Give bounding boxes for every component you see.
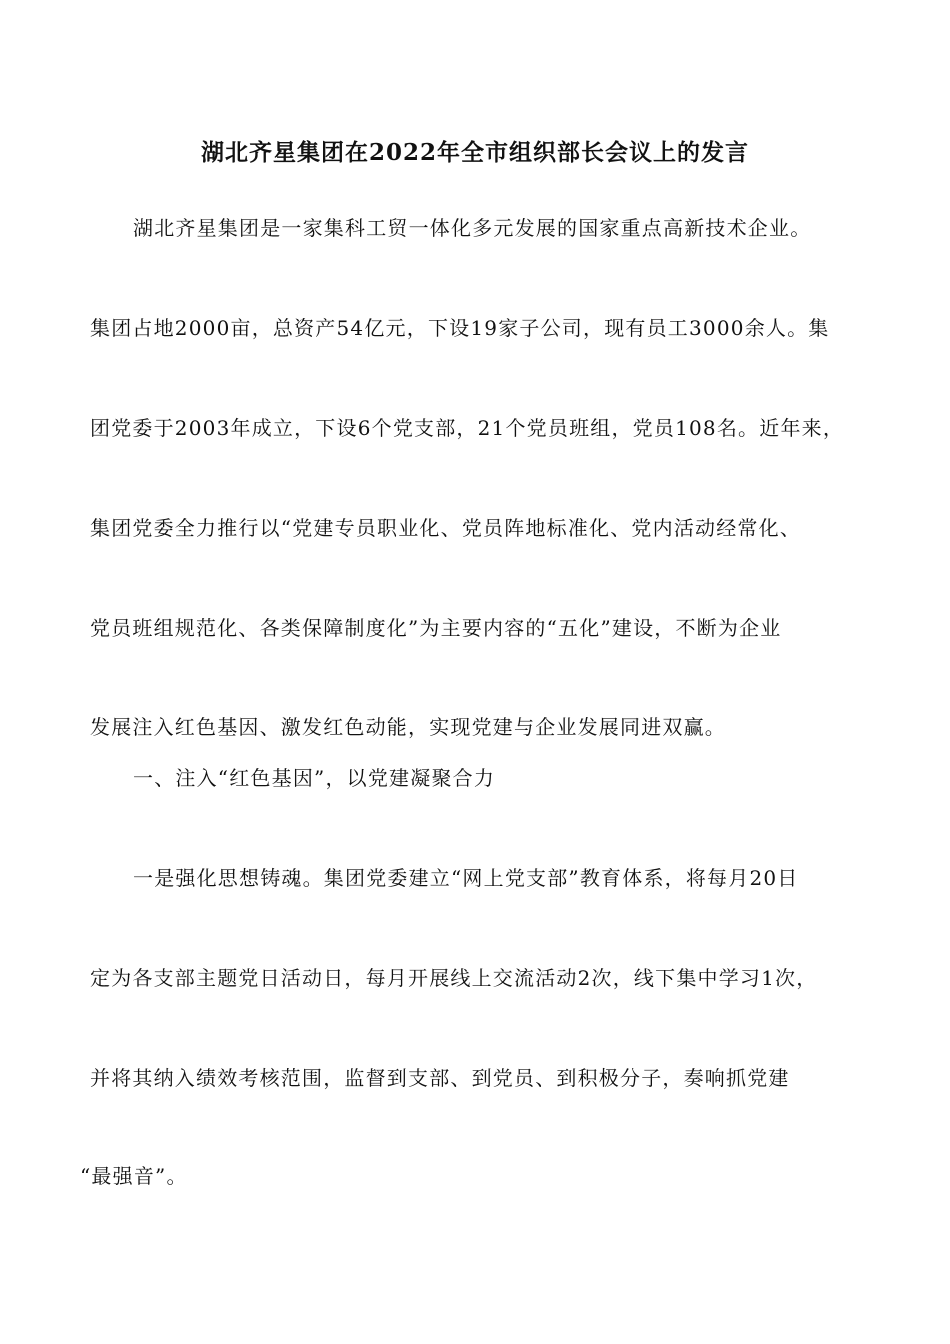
paragraph-line: 集团党委全力推行以“党建专员职业化、党员阵地标准化、党内活动经常化、 (90, 516, 802, 540)
paragraph-line: 一是强化思想铸魂。集团党委建立“网上党支部”教育体系，将每月20日 (133, 866, 799, 890)
paragraph-line: 团党委于2003年成立，下设6个党支部，21个党员班组，党员108名。近年来， (90, 416, 845, 440)
document-title: 湖北齐星集团在2022年全市组织部长会议上的发言 (200, 139, 749, 166)
paragraph-line: 发展注入红色基因、激发红色动能，实现党建与企业发展同进双赢。 (90, 715, 726, 739)
paragraph-line: 集团占地2000亩，总资产54亿元，下设19家子公司，现有员工3000余人。集 (90, 316, 830, 340)
paragraph-line: 定为各支部主题党日活动日，每月开展线上交流活动2次，线下集中学习1次， (90, 966, 818, 990)
paragraph-line: 党员班组规范化、各类保障制度化”为主要内容的“五化”建设，不断为企业 (90, 616, 782, 640)
paragraph-line: “最强音”。 (80, 1164, 188, 1188)
paragraph-line: 湖北齐星集团是一家集科工贸一体化多元发展的国家重点高新技术企业。 (133, 216, 812, 240)
paragraph-line: 并将其纳入绩效考核范围，监督到支部、到党员、到积极分子，奏响抓党建 (90, 1066, 790, 1090)
section-heading: 一、注入“红色基因”，以党建凝聚合力 (133, 766, 496, 790)
